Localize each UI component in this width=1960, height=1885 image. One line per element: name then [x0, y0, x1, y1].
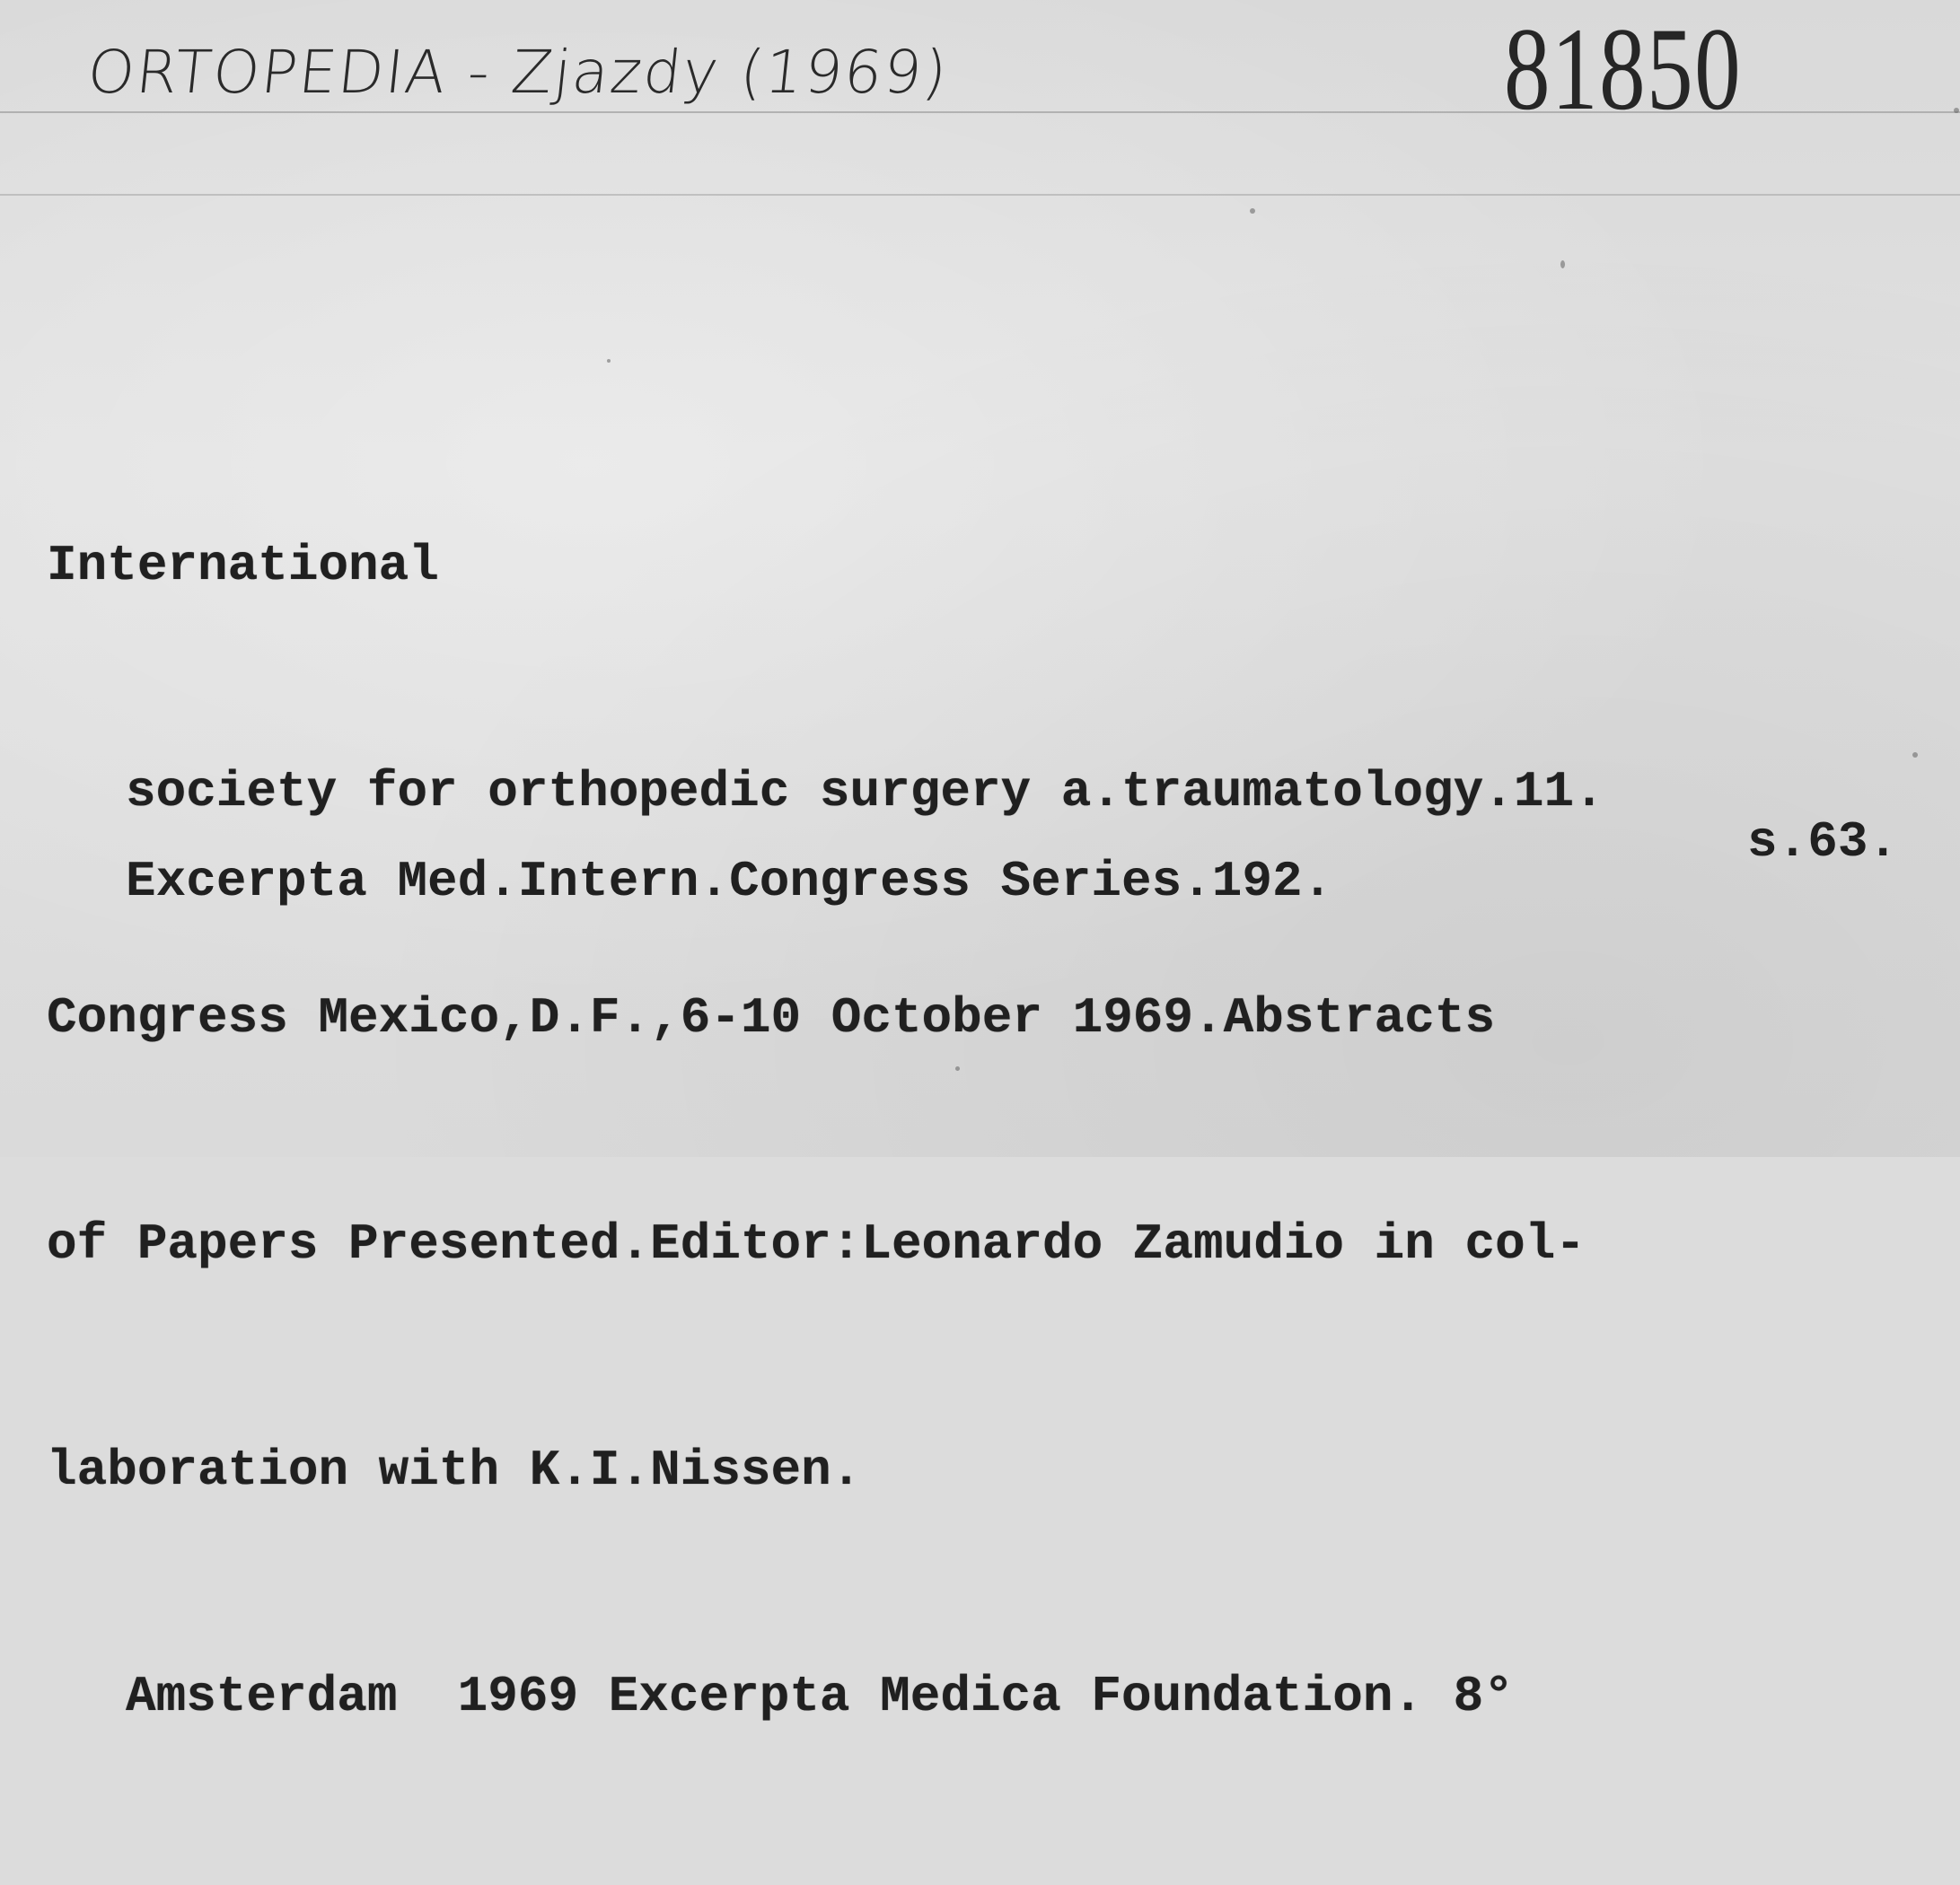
subject-heading: ORTOPEDIA - Zjazdy (1969) [83, 38, 953, 107]
paper-speck [607, 359, 611, 363]
entry-line: laboration with K.I.Nissen. [47, 1442, 862, 1499]
paper-speck [1912, 752, 1918, 758]
paper-speck [955, 1066, 960, 1071]
entry-line: Amsterdam 1969 Excerpta Medica Foundation. 8° [126, 1668, 1514, 1725]
paper-speck [1250, 208, 1255, 214]
entry-line: of Papers Presented.Editor:Leonardo Zamudio in col- [47, 1215, 1586, 1273]
entry-line: International [47, 537, 439, 594]
entry-line: Congress Mexico,D.F.,6-10 October 1969.Abstracts [47, 989, 1496, 1047]
entry-line: society for orthopedic surgery a.traumatology.11. [126, 763, 1604, 820]
page-count: s.63. [1747, 813, 1899, 871]
second-rule [0, 194, 1960, 196]
card-number: 81850 [1504, 3, 1743, 135]
paper-speck [1560, 260, 1565, 268]
bibliographic-entry [47, 377, 1950, 1885]
paper-speck [1954, 108, 1959, 113]
series-statement: Excerpta Med.Intern.Congress Series.192. [126, 853, 1333, 910]
